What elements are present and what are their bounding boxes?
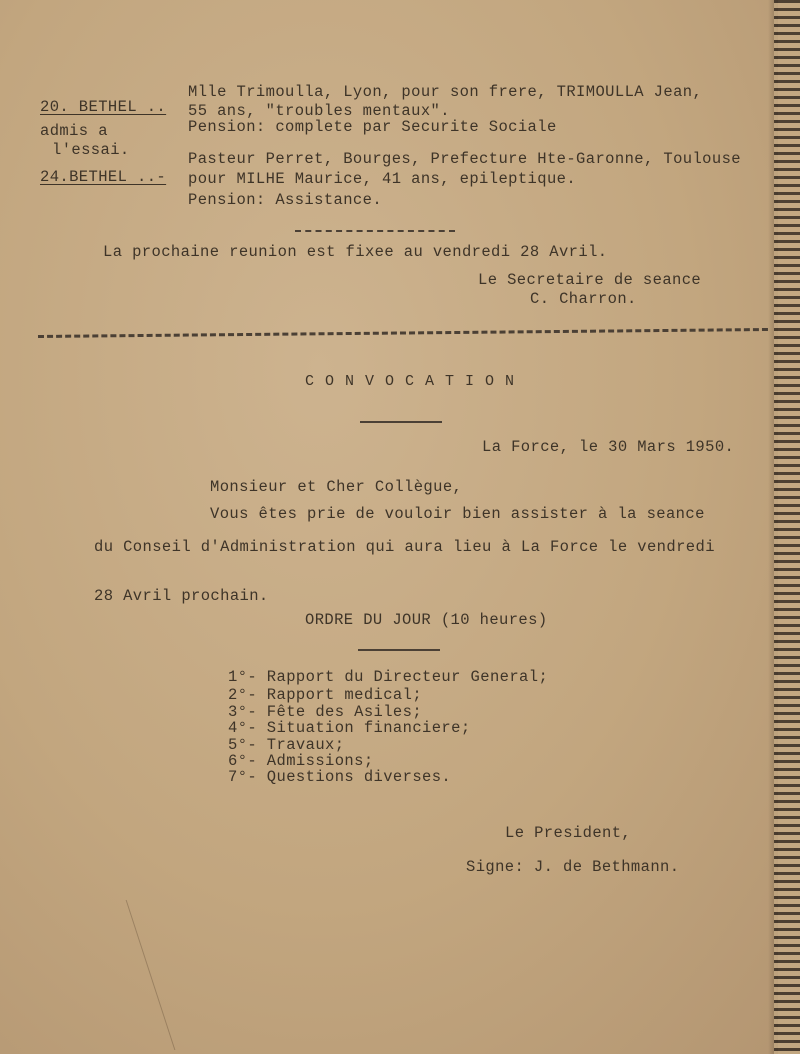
salutation: Monsieur et Cher Collègue,: [210, 478, 463, 496]
perforated-edge: [774, 0, 800, 1054]
title-underline: [360, 421, 442, 423]
entry-note: l'essai.: [52, 141, 130, 159]
entry-text: Pasteur Perret, Bourges, Prefecture Hte-Garonne, Toulouse: [188, 150, 741, 168]
agenda-item: 3°- Fête des Asiles;: [228, 703, 423, 721]
entry-text: Pension: Assistance.: [188, 191, 383, 209]
secretary-name: C. Charron.: [530, 290, 637, 308]
convocation-title: C O N V O C A T I O N: [305, 373, 516, 390]
body-text: 28 Avril prochain.: [94, 587, 269, 605]
entry-text: Pension: complete par Securite Sociale: [188, 118, 557, 136]
body-text: Vous êtes prie de vouloir bien assister à la seance: [210, 505, 705, 523]
entry-label: 20. BETHEL ..: [40, 98, 167, 116]
section-divider: [38, 328, 768, 338]
agenda-item: 4°- Situation financiere;: [228, 719, 471, 737]
entry-label: 24.BETHEL ..-: [40, 168, 167, 186]
entry-text: Mlle Trimoulla, Lyon, pour son frere, TRIMOULLA Jean,: [188, 83, 703, 101]
president-title: Le President,: [505, 824, 632, 842]
body-text: du Conseil d'Administration qui aura lieu à La Force le vendredi: [94, 538, 715, 556]
signature: Signe: J. de Bethmann.: [466, 858, 680, 876]
entry-text: 55 ans, "troubles mentaux".: [188, 102, 450, 120]
next-meeting: La prochaine reunion est fixee au vendredi 28 Avril.: [103, 243, 608, 261]
paper-crease: [126, 900, 236, 1050]
agenda-item: 6°- Admissions;: [228, 752, 374, 770]
agenda-item: 5°- Travaux;: [228, 736, 345, 754]
agenda-item: 1°- Rapport du Directeur General;: [228, 668, 549, 686]
agenda-title: ORDRE DU JOUR (10 heures): [305, 611, 548, 629]
secretary-title: Le Secretaire de seance: [478, 271, 702, 289]
short-divider: [295, 230, 455, 232]
agenda-item: 2°- Rapport medical;: [228, 686, 423, 704]
agenda-underline: [358, 649, 440, 651]
entry-text: pour MILHE Maurice, 41 ans, epileptique.: [188, 170, 577, 188]
entry-note: admis a: [40, 122, 108, 140]
agenda-item: 7°- Questions diverses.: [228, 768, 452, 786]
place-date: La Force, le 30 Mars 1950.: [482, 438, 735, 456]
